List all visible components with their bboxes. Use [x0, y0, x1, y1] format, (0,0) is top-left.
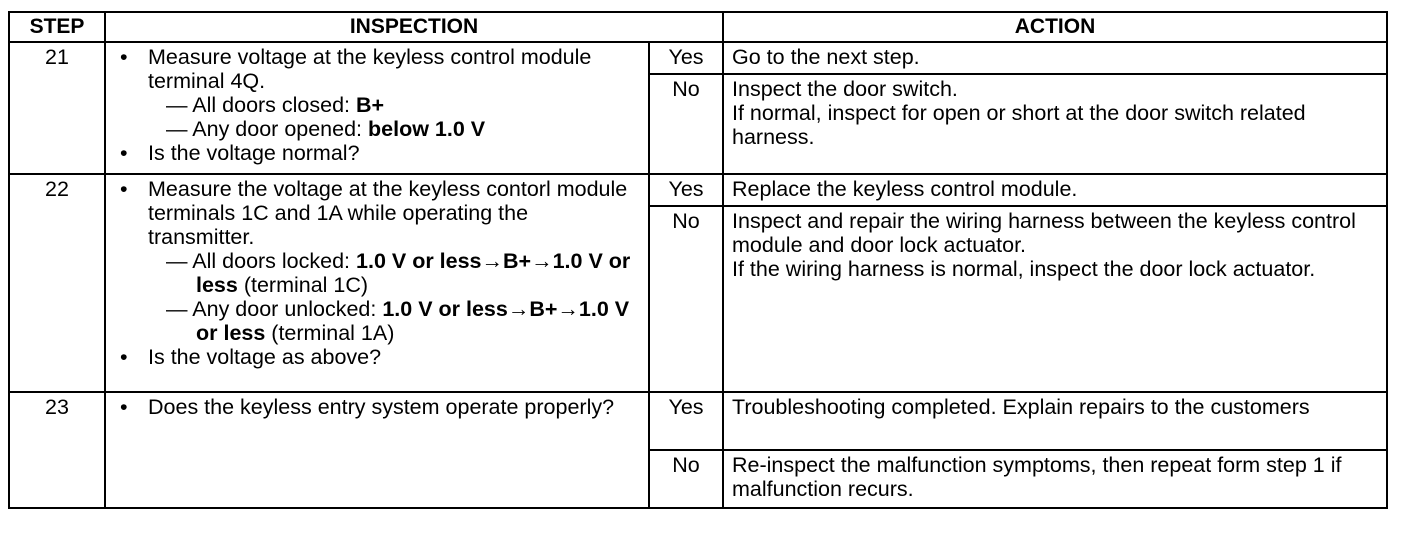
table-row: [9, 42, 1387, 74]
action-header: ACTION: [723, 12, 1387, 42]
condition-line: — All doors closed: B+: [166, 93, 385, 117]
step-number: 23: [9, 392, 105, 508]
inspection-cell: [105, 392, 649, 508]
no-label: No: [649, 74, 723, 174]
inspection-question: Is the voltage as above?: [148, 345, 382, 369]
step-number: 22: [9, 174, 105, 392]
header-row: [9, 12, 1387, 42]
inspection-bullet: [116, 141, 640, 165]
yes-label: Yes: [649, 392, 723, 450]
inspection-bullet: [116, 45, 640, 141]
table-row: [9, 392, 1387, 450]
inspection-bullet: [116, 177, 640, 345]
inspection-bullet: [116, 345, 640, 369]
no-label: No: [649, 206, 723, 392]
no-action: Inspect the door switch. If normal, inspect for open or short at the door switch related harness.: [723, 74, 1387, 174]
inspection-cell: [105, 42, 649, 174]
inspection-text: Measure voltage at the keyless control module terminal 4Q.: [148, 45, 592, 93]
yes-action: Replace the keyless control module.: [723, 174, 1387, 206]
yes-label: Yes: [649, 42, 723, 74]
yes-action: Troubleshooting completed. Explain repairs to the customers: [723, 392, 1387, 450]
condition-line: — Any door unlocked: 1.0 V or less→B+→1.0 V or less (terminal 1A): [166, 297, 630, 345]
inspection-header: INSPECTION: [105, 12, 723, 42]
inspection-bullet: [116, 395, 640, 419]
troubleshooting-table: [8, 11, 1388, 509]
no-action: Inspect and repair the wiring harness between the keyless control module and door lock actuator. If the wiring harness is normal, inspect the door lock actuator.: [723, 206, 1387, 392]
condition-line: — Any door opened: below 1.0 V: [166, 117, 486, 141]
yes-action: Go to the next step.: [723, 42, 1387, 74]
inspection-question: Does the keyless entry system operate properly?: [148, 395, 615, 419]
no-label: No: [649, 450, 723, 508]
inspection-text: Measure the voltage at the keyless contorl module terminals 1C and 1A while operating the transmitter.: [148, 177, 628, 249]
table-row: [9, 174, 1387, 206]
inspection-question: Is the voltage normal?: [148, 141, 360, 165]
inspection-cell: [105, 174, 649, 392]
no-action: Re-inspect the malfunction symptoms, then repeat form step 1 if malfunction recurs.: [723, 450, 1387, 508]
yes-label: Yes: [649, 174, 723, 206]
condition-line: — All doors locked: 1.0 V or less→B+→1.0 V or less (terminal 1C): [166, 249, 631, 297]
step-number: 21: [9, 42, 105, 174]
step-header: STEP: [9, 12, 105, 42]
